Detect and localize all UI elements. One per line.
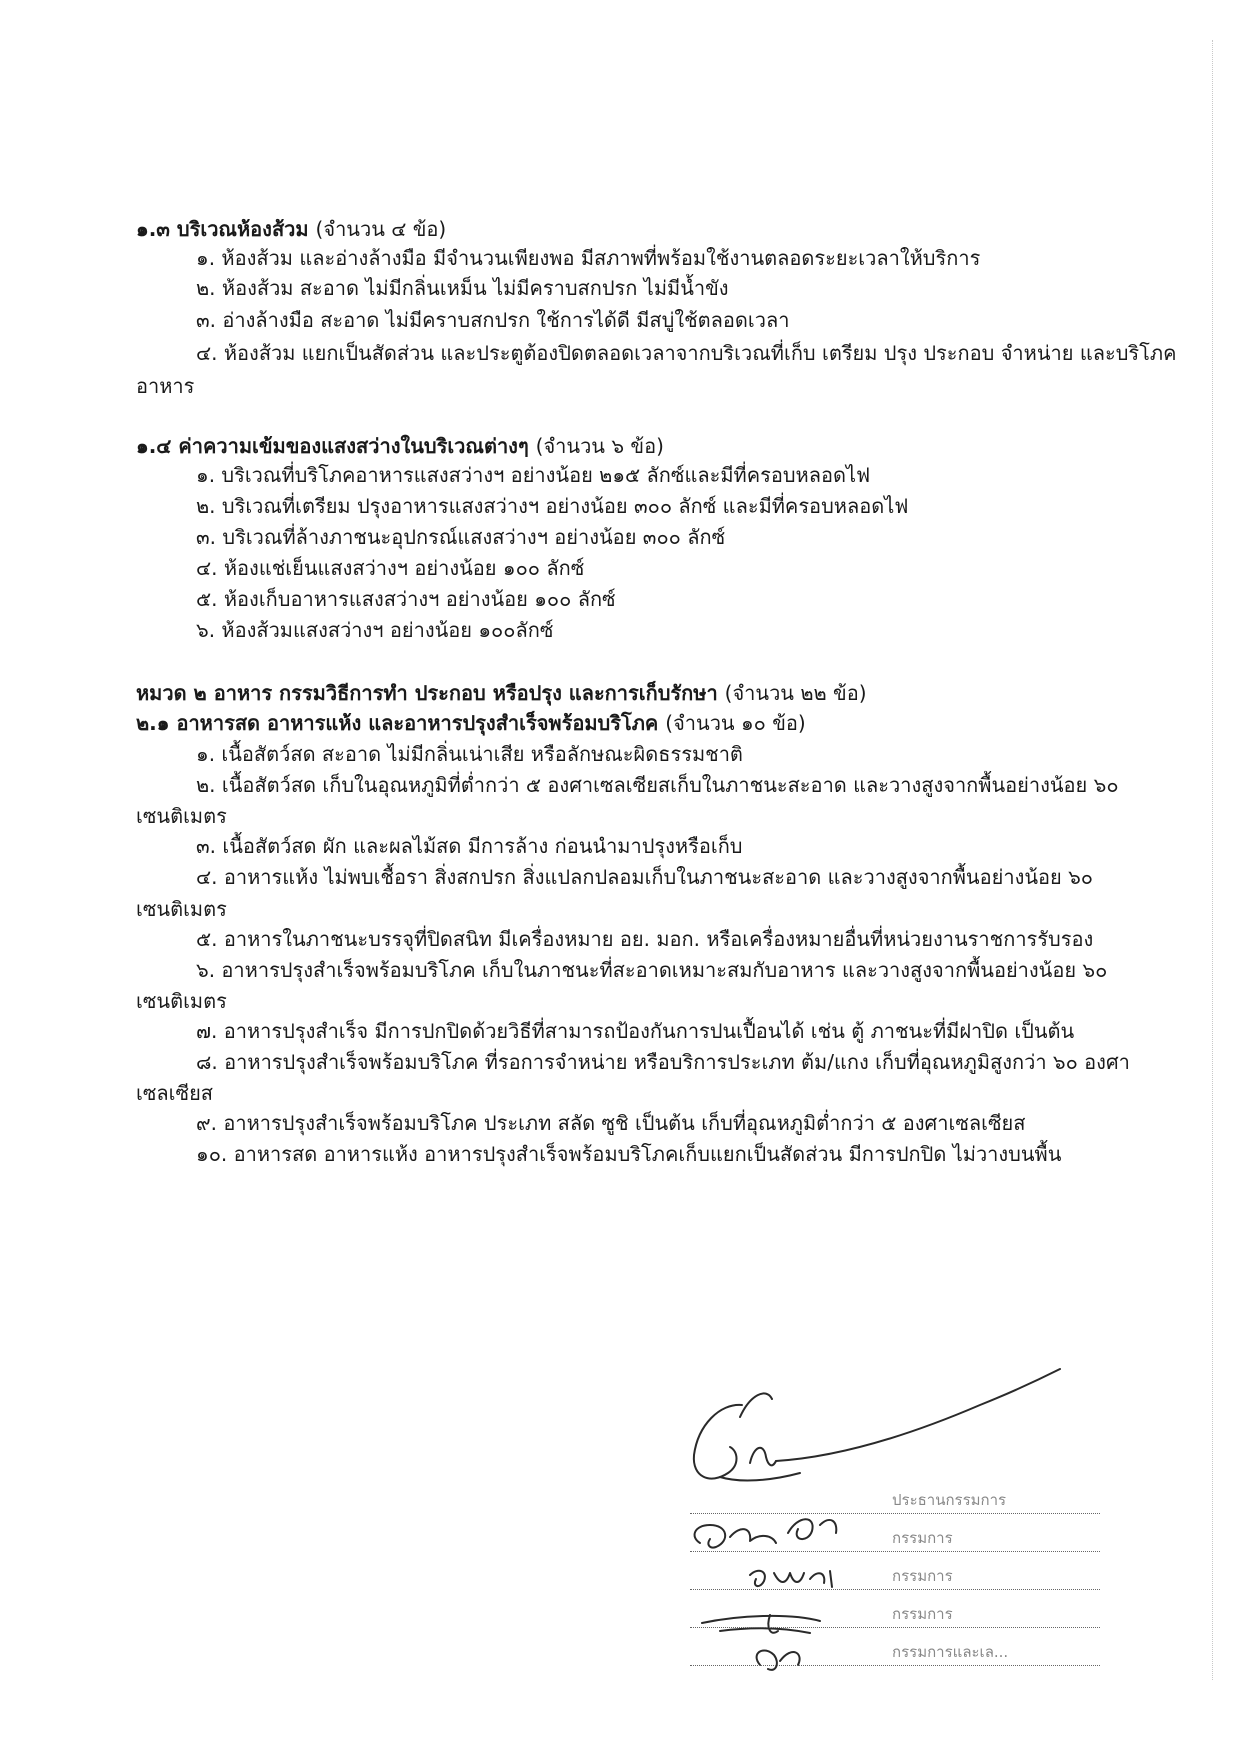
- list-item-continuation: เซนติเมตร: [136, 989, 227, 1013]
- list-item: ๖. อาหารปรุงสำเร็จพร้อมบริโภค เก็บในภาชนะที่สะอาดเหมาะสมกับอาหาร และวางสูงจากพื้นอย่างน้อย ๖๐: [196, 958, 1108, 982]
- list-item: ๑. ห้องส้วม และอ่างล้างมือ มีจำนวนเพียงพอ มีสภาพที่พร้อมใช้งานตลอดระยะเวลาให้บริการ: [196, 246, 981, 270]
- section-2-1-heading: [136, 710, 806, 736]
- signature-dotted-line: [690, 1551, 1100, 1552]
- list-item: ๕. อาหารในภาชนะบรรจุที่ปิดสนิท มีเครื่องหมาย อย. มอก. หรือเครื่องหมายอื่นที่หน่วยงานราชการรับรอง: [196, 927, 1094, 951]
- category-2-count: (จำนวน ๒๒ ข้อ): [724, 681, 867, 705]
- list-item: ๒. ห้องส้วม สะอาด ไม่มีกลิ่นเหม็น ไม่มีคราบสกปรก ไม่มีน้ำขัง: [196, 276, 729, 300]
- list-item: ๔. ห้องแช่เย็นแสงสว่างฯ อย่างน้อย ๑๐๐ ลักซ์: [196, 556, 585, 580]
- list-item-continuation: เซนติเมตร: [136, 897, 227, 921]
- section-1-4-heading: [136, 433, 664, 459]
- signature-role: กรรมการ: [890, 1564, 955, 1588]
- signature-role: กรรมการ: [890, 1602, 955, 1626]
- list-item-continuation: เซลเซียส: [136, 1081, 214, 1105]
- section-1-3-heading: [136, 216, 446, 242]
- category-2-heading: [136, 680, 867, 706]
- list-item: ๓. บริเวณที่ล้างภาชนะอุปกรณ์แสงสว่างฯ อย่างน้อย ๓๐๐ ลักซ์: [196, 525, 726, 549]
- category-2-title: หมวด ๒ อาหาร กรรมวิธีการทำ ประกอบ หรือปรุง และการเก็บรักษา: [136, 681, 718, 705]
- signature-role: ประธานกรรมการ: [890, 1488, 1008, 1512]
- section-1-3-count: (จำนวน ๔ ข้อ): [315, 217, 447, 241]
- list-item-continuation: อาหาร: [136, 374, 195, 398]
- signature-dotted-line: [690, 1513, 1100, 1514]
- section-1-4-title: ๑.๔ ค่าความเข้มของแสงสว่างในบริเวณต่างๆ: [136, 434, 529, 458]
- list-item: ๑. เนื้อสัตว์สด สะอาด ไม่มีกลิ่นเน่าเสีย หรือลักษณะผิดธรรมชาติ: [196, 742, 743, 766]
- list-item-continuation: เซนติเมตร: [136, 804, 227, 828]
- signature-line-member: [690, 1604, 1100, 1632]
- signature-dotted-line: [690, 1589, 1100, 1590]
- list-item: ๓. เนื้อสัตว์สด ผัก และผลไม้สด มีการล้าง ก่อนนำมาปรุงหรือเก็บ: [196, 834, 743, 858]
- signature-line-member: [690, 1566, 1100, 1594]
- list-item: ๙. อาหารปรุงสำเร็จพร้อมบริโภค ประเภท สลัด ซูชิ เป็นต้น เก็บที่อุณหภูมิต่ำกว่า ๕ องศาเซลเซียส: [196, 1111, 1026, 1135]
- list-item: ๒. เนื้อสัตว์สด เก็บในอุณหภูมิที่ต่ำกว่า ๕ องศาเซลเซียสเก็บในภาชนะสะอาด และวางสูงจากพื้นอย่างน้อย ๖๐: [196, 773, 1119, 797]
- list-item: ๕. ห้องเก็บอาหารแสงสว่างฯ อย่างน้อย ๑๐๐ ลักซ์: [196, 587, 616, 611]
- signature-dotted-line: [690, 1627, 1100, 1628]
- signature-line-chair: [690, 1490, 1100, 1518]
- section-2-1-title: ๒.๑ อาหารสด อาหารแห้ง และอาหารปรุงสำเร็จพร้อมบริโภค: [136, 711, 659, 735]
- section-1-3-title: ๑.๓ บริเวณห้องส้วม: [136, 217, 309, 241]
- list-item: ๔. ห้องส้วม แยกเป็นสัดส่วน และประตูต้องปิดตลอดเวลาจากบริเวณที่เก็บ เตรียม ปรุง ประกอบ จำหน่าย และบริโภค: [196, 341, 1177, 365]
- list-item: ๑๐. อาหารสด อาหารแห้ง อาหารปรุงสำเร็จพร้อมบริโภคเก็บแยกเป็นสัดส่วน มีการปกปิด ไม่วางบนพื้น: [196, 1142, 1062, 1166]
- handwritten-signatures: [680, 1365, 1100, 1685]
- list-item: ๑. บริเวณที่บริโภคอาหารแสงสว่างฯ อย่างน้อย ๒๑๕ ลักซ์และมีที่ครอบหลอดไฟ: [196, 463, 871, 487]
- signature-role: กรรมการและเล...: [890, 1640, 1010, 1664]
- list-item: ๒. บริเวณที่เตรียม ปรุงอาหารแสงสว่างฯ อย่างน้อย ๓๐๐ ลักซ์ และมีที่ครอบหลอดไฟ: [196, 494, 909, 518]
- signature-dotted-line: [690, 1665, 1100, 1666]
- list-item: ๗. อาหารปรุงสำเร็จ มีการปกปิดด้วยวิธีที่สามารถป้องกันการปนเปื้อนได้ เช่น ตู้ ภาชนะที่มีฝาปิด เป็นต้น: [196, 1019, 1075, 1043]
- scan-edge-line: [1212, 40, 1213, 1680]
- list-item: ๓. อ่างล้างมือ สะอาด ไม่มีคราบสกปรก ใช้การได้ดี มีสบู่ใช้ตลอดเวลา: [196, 308, 790, 332]
- list-item: ๔. อาหารแห้ง ไม่พบเชื้อรา สิ่งสกปรก สิ่งแปลกปลอมเก็บในภาชนะสะอาด และวางสูงจากพื้นอย่างน้อย ๖๐: [196, 865, 1093, 889]
- signature-line-secretary: [690, 1642, 1100, 1670]
- section-1-4-count: (จำนวน ๖ ข้อ): [535, 434, 664, 458]
- signature-line-member: [690, 1528, 1100, 1556]
- list-item: ๖. ห้องส้วมแสงสว่างฯ อย่างน้อย ๑๐๐ลักซ์: [196, 618, 554, 642]
- section-2-1-count: (จำนวน ๑๐ ข้อ): [665, 711, 806, 735]
- signature-role: กรรมการ: [890, 1526, 955, 1550]
- list-item: ๘. อาหารปรุงสำเร็จพร้อมบริโภค ที่รอการจำหน่าย หรือบริการประเภท ต้ม/แกง เก็บที่อุณหภูมิสูงกว่า ๖๐ องศา: [196, 1050, 1130, 1074]
